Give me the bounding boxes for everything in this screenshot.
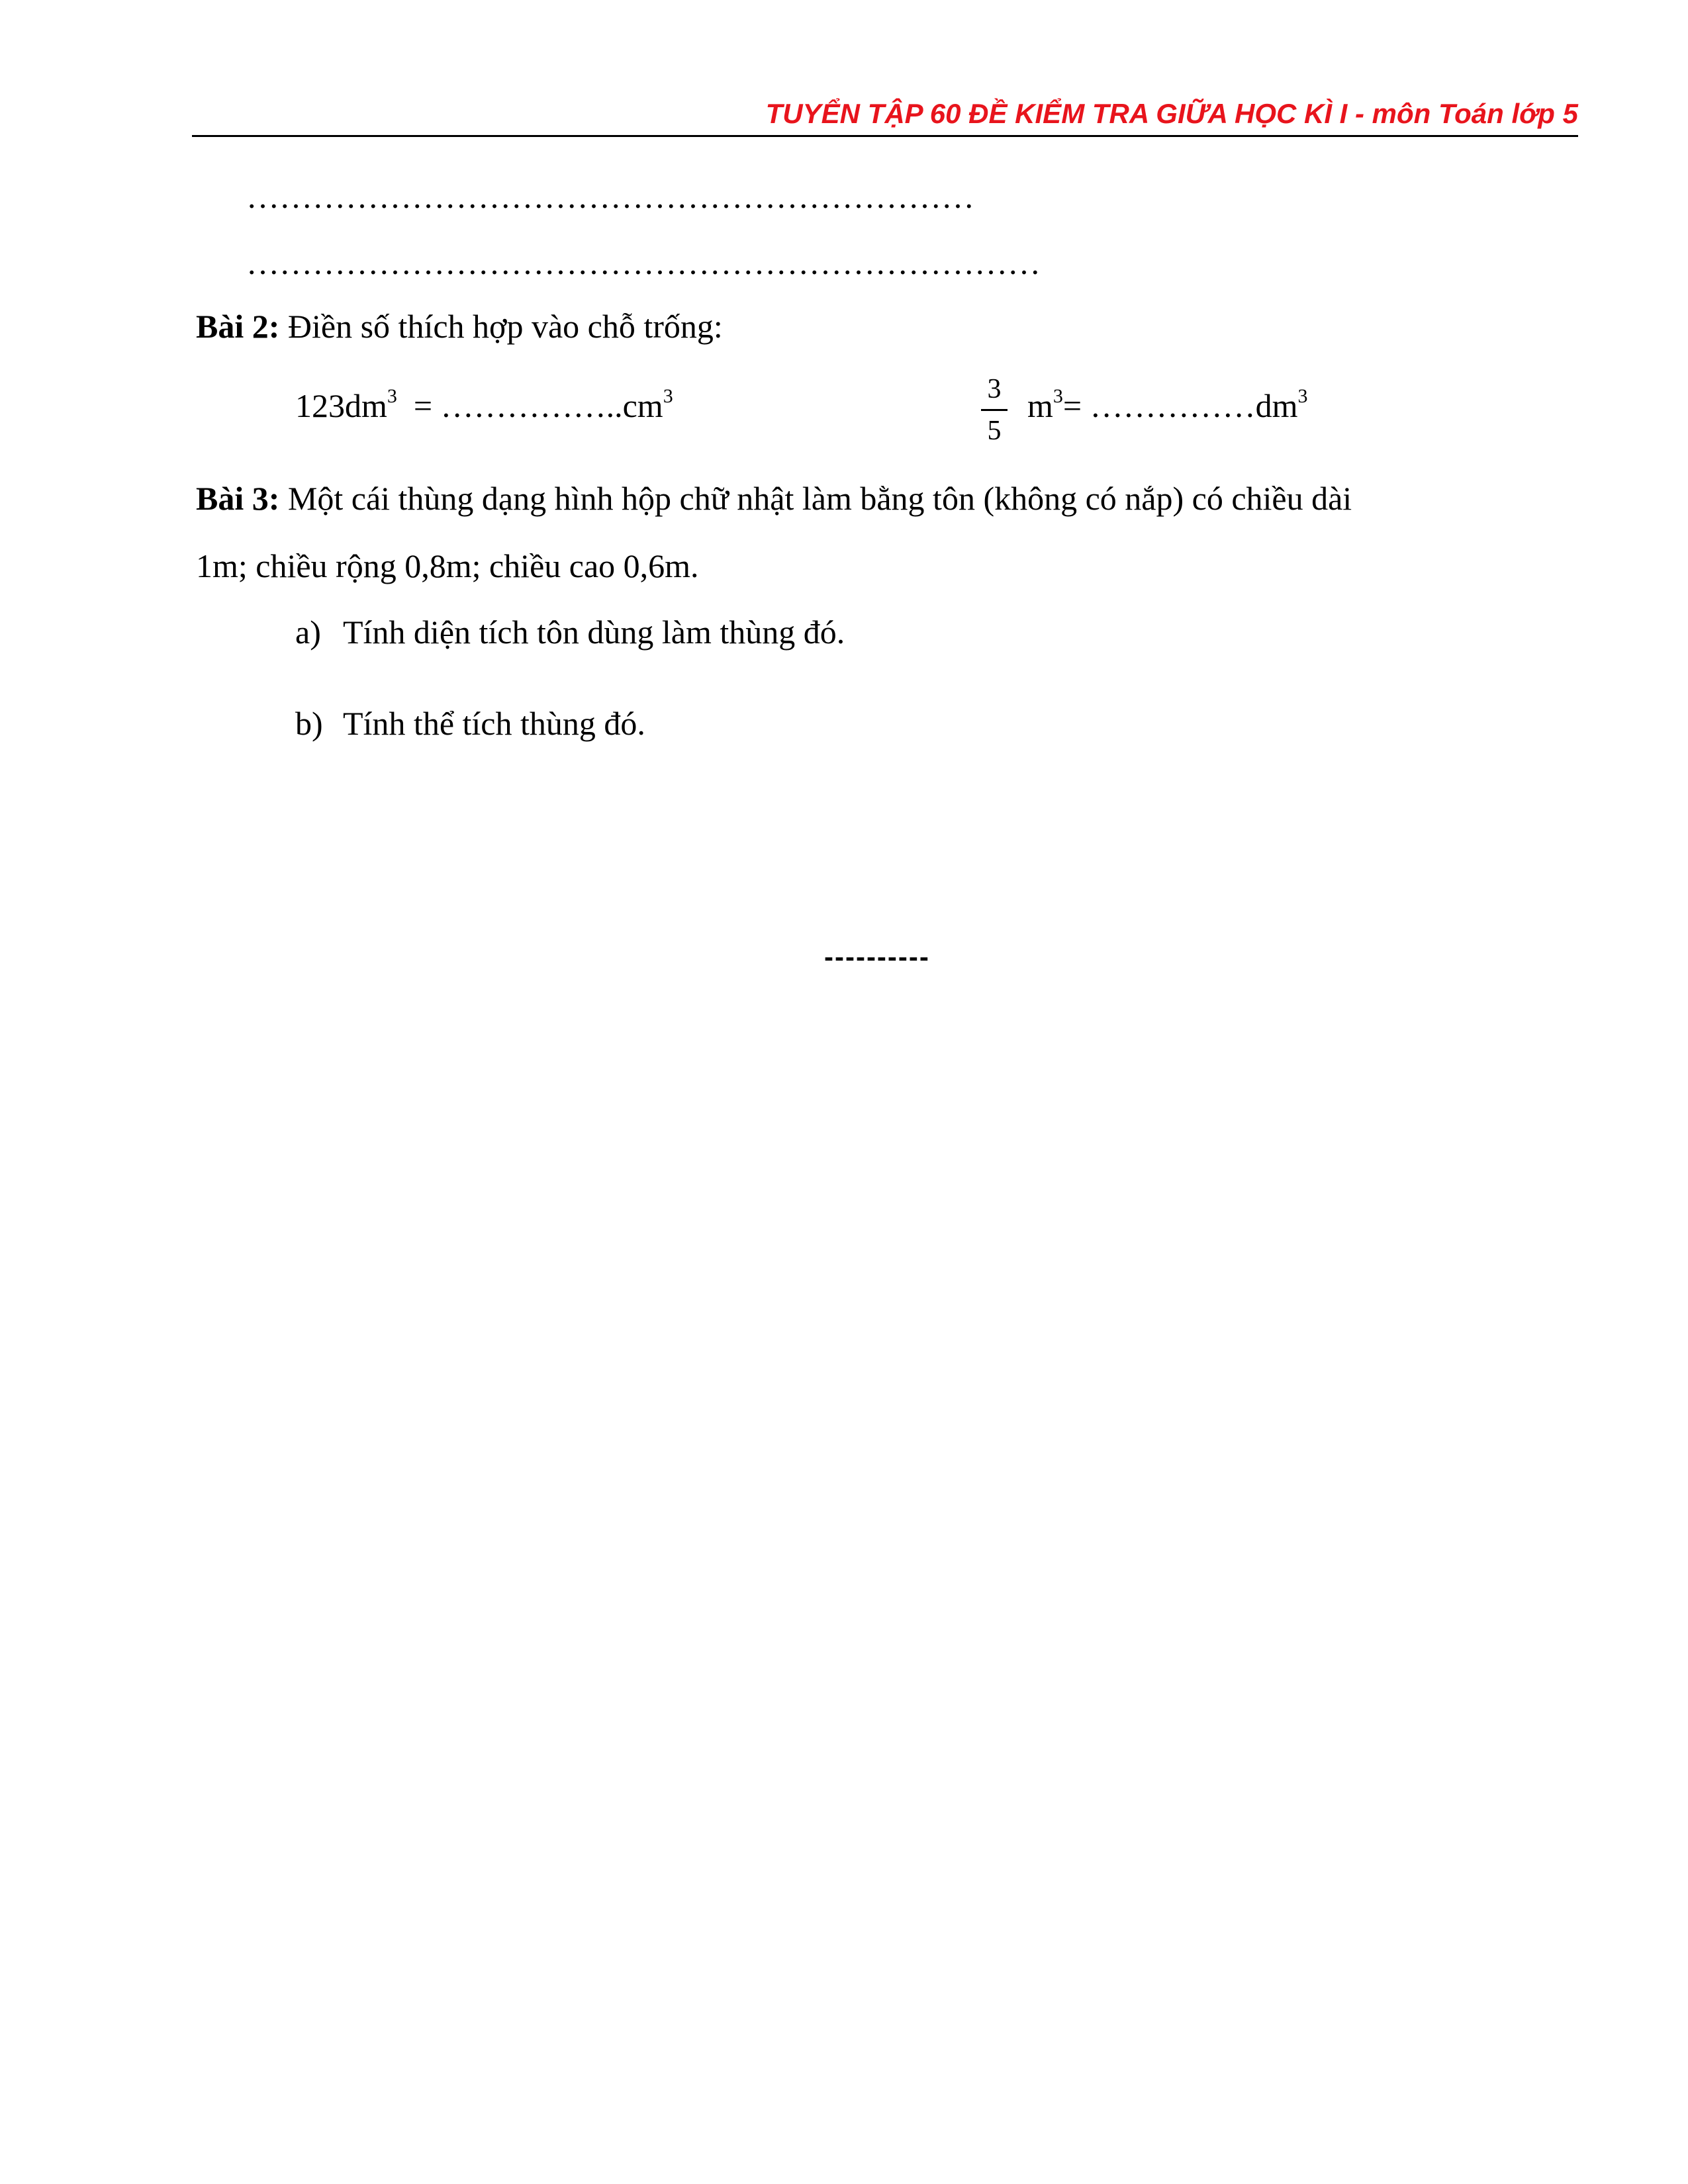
end-separator: ---------- <box>824 941 930 972</box>
document-header-title: TUYỂN TẬP 60 ĐỀ KIỂM TRA GIỮA HỌC KÌ I - môn Toán lớp 5 <box>765 98 1578 129</box>
item-a-marker: a) <box>295 614 321 651</box>
right-blank: = ……………dm <box>1062 387 1298 424</box>
right-exponent: 3 <box>1053 385 1063 408</box>
exercise-3-item-b <box>295 704 645 743</box>
answer-line-1: ………………………………………………………… <box>246 178 974 215</box>
right-exponent-2: 3 <box>1297 385 1308 408</box>
item-b-text: Tính thể tích thùng đó. <box>343 705 645 742</box>
exercise-3-item-a <box>295 613 845 651</box>
exercise-2-left-expression <box>295 387 673 425</box>
left-exponent-2: 3 <box>663 385 673 408</box>
item-b-marker: b) <box>295 705 323 742</box>
item-a-text: Tính diện tích tôn dùng làm thùng đó. <box>343 614 845 651</box>
exercise-3-line-2: 1m; chiều rộng 0,8m; chiều cao 0,6m. <box>196 547 699 584</box>
header-rule <box>192 135 1578 137</box>
exercise-2-label: Bài 2: <box>196 308 280 345</box>
fraction-denominator: 5 <box>987 416 1002 446</box>
right-unit: m <box>1027 387 1053 424</box>
exercise-2-right-expression <box>1027 387 1308 425</box>
fraction-bar <box>981 409 1008 411</box>
exercise-2-text: Điền số thích hợp vào chỗ trống: <box>279 308 723 345</box>
exercise-3-text-1: Một cái thùng dạng hình hộp chữ nhật làm bằng tôn (không có nắp) có chiều dài <box>279 480 1352 517</box>
left-exponent: 3 <box>387 385 397 408</box>
left-blank: = ……………..cm <box>397 387 663 424</box>
fraction-numerator: 3 <box>987 374 1002 404</box>
exercise-3-label: Bài 3: <box>196 480 280 517</box>
fraction-three-fifths <box>981 372 1008 448</box>
exercise-2-heading <box>196 307 723 345</box>
answer-line-2: ……………………………………………………………… <box>246 244 1041 281</box>
exercise-3-line-1 <box>196 479 1352 518</box>
left-value: 123dm <box>295 387 387 424</box>
